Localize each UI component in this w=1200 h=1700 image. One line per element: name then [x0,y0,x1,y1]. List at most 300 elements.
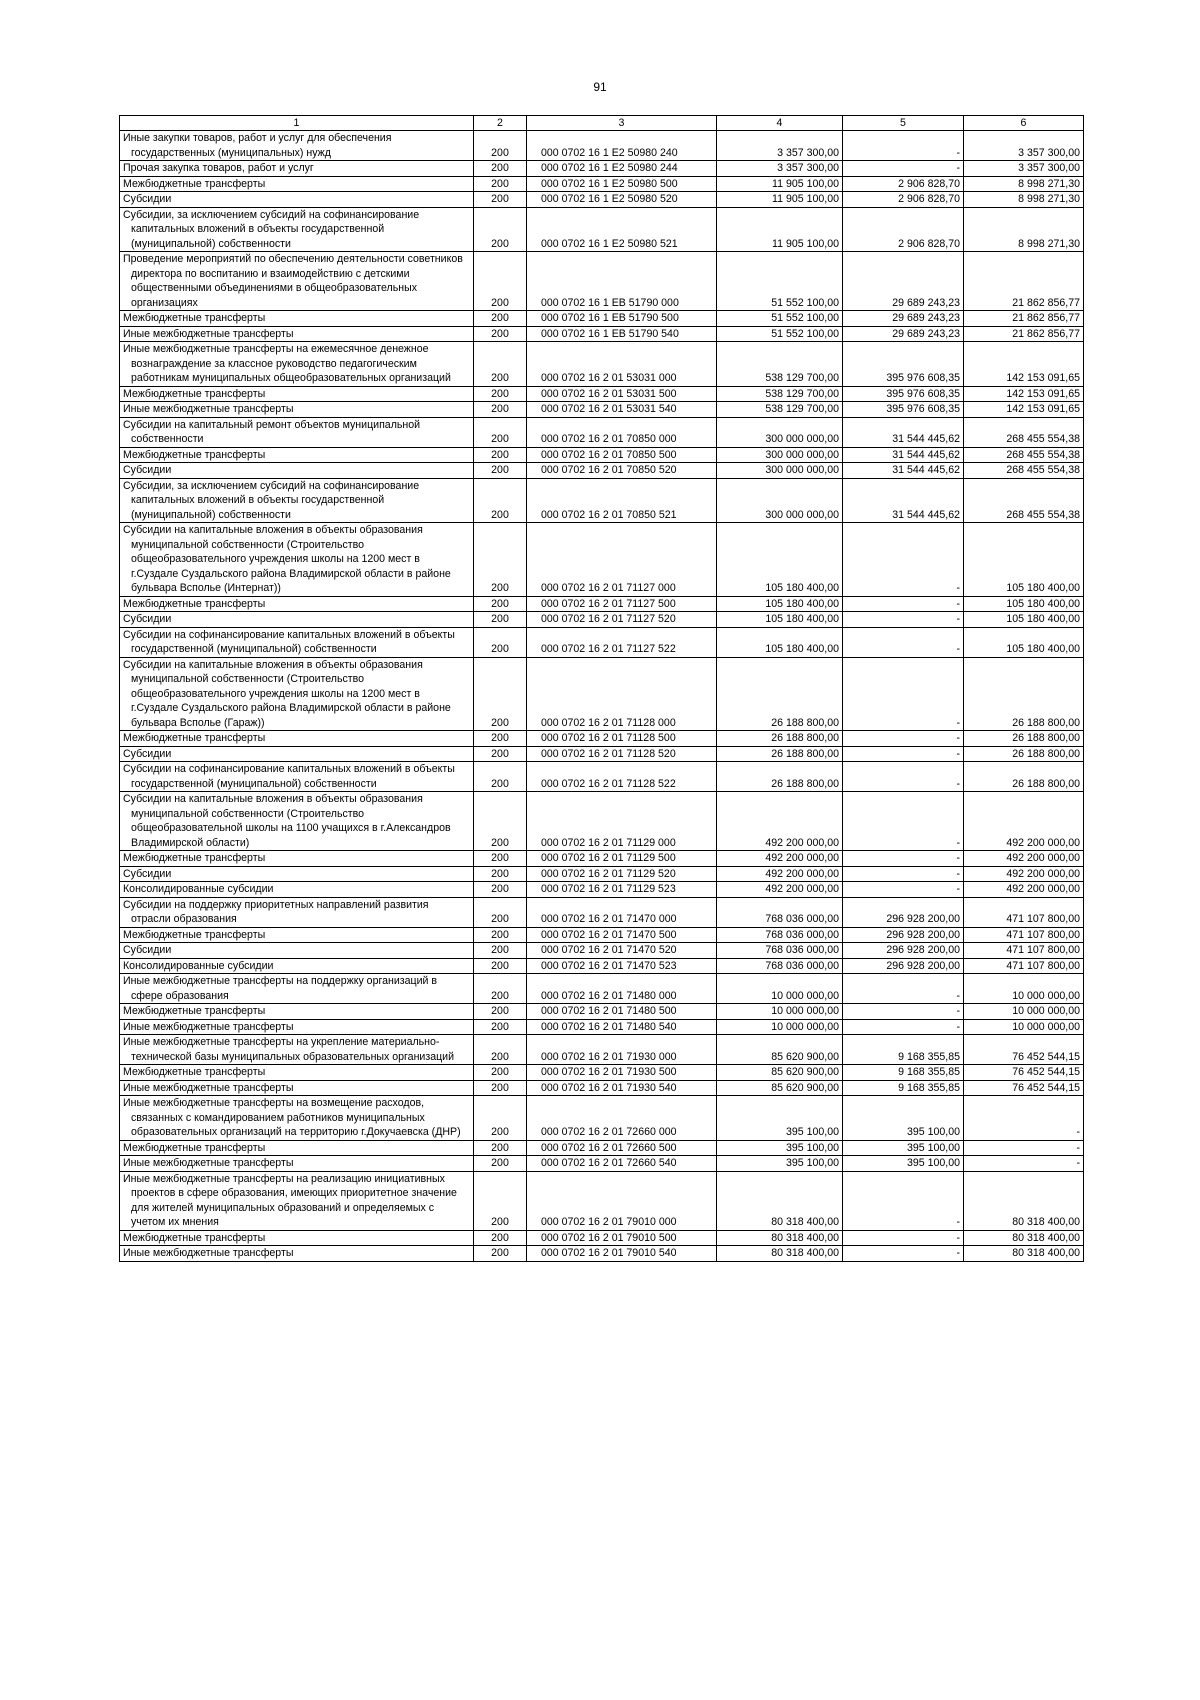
row-code-cell: 200 [474,342,527,387]
row-code-cell: 200 [474,792,527,851]
approved-amount-cell: 10 000 000,00 [717,1004,843,1020]
row-code-cell: 200 [474,131,527,161]
table-row [120,958,1084,974]
row-code-cell: 200 [474,1004,527,1020]
row-name-text: Субсидии, за исключением субсидий на софинансирование капитальных вложений в объекты государственной (муниципальной) собственности [123,208,420,250]
budget-classification-cell: 000 0702 16 2 01 71480 540 [527,1019,717,1035]
executed-amount-cell: 395 976 608,35 [843,386,964,402]
approved-amount-cell: 492 200 000,00 [717,792,843,851]
executed-amount-cell: 9 168 355,85 [843,1080,964,1096]
table-row [120,1019,1084,1035]
approved-amount-cell: 538 129 700,00 [717,402,843,418]
executed-amount-cell: - [843,523,964,597]
budget-classification-cell: 000 0702 16 1 E2 50980 500 [527,176,717,192]
approved-amount-cell: 538 129 700,00 [717,342,843,387]
approved-amount-cell: 395 100,00 [717,1156,843,1172]
row-name-cell [120,974,474,1004]
budget-classification-cell: 000 0702 16 2 01 71128 520 [527,746,717,762]
column-number-row [120,116,1084,131]
approved-amount-cell: 85 620 900,00 [717,1065,843,1081]
row-name-text: Консолидированные субсидии [123,959,274,972]
table-row [120,311,1084,327]
row-name-text: Межбюджетные трансферты [123,597,266,610]
row-name-cell [120,1140,474,1156]
budget-classification-cell: 000 0702 16 2 01 71128 000 [527,657,717,731]
unexecuted-amount-cell: 3 357 300,00 [964,161,1084,177]
approved-amount-cell: 26 188 800,00 [717,762,843,792]
row-code-cell: 200 [474,161,527,177]
budget-classification-cell: 000 0702 16 2 01 71127 522 [527,627,717,657]
approved-amount-cell: 768 036 000,00 [717,927,843,943]
approved-amount-cell: 51 552 100,00 [717,311,843,327]
budget-classification-cell: 000 0702 16 2 01 72660 540 [527,1156,717,1172]
budget-classification-cell: 000 0702 16 2 01 70850 521 [527,478,717,523]
row-name-cell [120,897,474,927]
row-name-cell [120,851,474,867]
approved-amount-cell: 538 129 700,00 [717,386,843,402]
approved-amount-cell: 492 200 000,00 [717,882,843,898]
executed-amount-cell: 31 544 445,62 [843,447,964,463]
approved-amount-cell: 3 357 300,00 [717,131,843,161]
row-name-cell [120,882,474,898]
row-name-text: Консолидированные субсидии [123,883,274,895]
unexecuted-amount-cell: 26 188 800,00 [964,657,1084,731]
executed-amount-cell: - [843,866,964,882]
unexecuted-amount-cell: 105 180 400,00 [964,627,1084,657]
page-number: 91 [593,80,607,94]
row-name-text: Иные межбюджетные трансферты [123,403,294,415]
executed-amount-cell: - [843,746,964,762]
row-code-cell: 200 [474,596,527,612]
approved-amount-cell: 11 905 100,00 [717,207,843,252]
budget-classification-cell: 000 0702 16 2 01 71930 000 [527,1035,717,1065]
row-name-cell [120,342,474,387]
row-name-text: Иные межбюджетные трансферты [123,327,294,340]
table-row [120,402,1084,418]
unexecuted-amount-cell: 471 107 800,00 [964,958,1084,974]
row-name-cell [120,627,474,657]
budget-classification-cell: 000 0702 16 2 01 71128 522 [527,762,717,792]
budget-classification-cell: 000 0702 16 1 EB 51790 000 [527,252,717,311]
table-row [120,657,1084,731]
executed-amount-cell: 296 928 200,00 [843,943,964,959]
row-name-text: Иные межбюджетные трансферты [123,1081,294,1094]
executed-amount-cell: 31 544 445,62 [843,478,964,523]
row-code-cell: 200 [474,943,527,959]
unexecuted-amount-cell: 76 452 544,15 [964,1065,1084,1081]
row-name-text: Проведение мероприятий по обеспечению деятельности советников директора по воспитанию и взаимодействию с детскими общественными объединениями в общеобразовательных организациях [123,253,463,309]
approved-amount-cell: 105 180 400,00 [717,523,843,597]
approved-amount-cell: 85 620 900,00 [717,1080,843,1096]
row-name-cell [120,792,474,851]
row-name-cell [120,386,474,402]
row-name-cell [120,1065,474,1081]
budget-classification-cell: 000 0702 16 2 01 79010 500 [527,1230,717,1246]
budget-classification-cell: 000 0702 16 2 01 70850 520 [527,463,717,479]
row-name-cell [120,447,474,463]
approved-amount-cell: 10 000 000,00 [717,1019,843,1035]
budget-classification-cell: 000 0702 16 2 01 79010 540 [527,1246,717,1262]
unexecuted-amount-cell: 80 318 400,00 [964,1246,1084,1262]
row-code-cell: 200 [474,1140,527,1156]
executed-amount-cell: - [843,1171,964,1230]
row-name-text: Иные межбюджетные трансферты [123,1247,294,1259]
approved-amount-cell: 10 000 000,00 [717,974,843,1004]
table-row [120,927,1084,943]
row-code-cell: 200 [474,1019,527,1035]
unexecuted-amount-cell: 80 318 400,00 [964,1230,1084,1246]
row-name-cell [120,927,474,943]
table-row [120,192,1084,208]
table-row [120,463,1084,479]
budget-classification-cell: 000 0702 16 2 01 71127 500 [527,596,717,612]
approved-amount-cell: 768 036 000,00 [717,897,843,927]
executed-amount-cell: 29 689 243,23 [843,326,964,342]
table-row [120,1156,1084,1172]
executed-amount-cell: 9 168 355,85 [843,1035,964,1065]
executed-amount-cell: 296 928 200,00 [843,897,964,927]
budget-classification-cell: 000 0702 16 2 01 71480 000 [527,974,717,1004]
executed-amount-cell: - [843,792,964,851]
table-row [120,176,1084,192]
row-name-text: Межбюджетные трансферты [123,852,266,864]
approved-amount-cell: 3 357 300,00 [717,161,843,177]
budget-classification-cell: 000 0702 16 2 01 71129 500 [527,851,717,867]
table-row [120,792,1084,851]
table-row [120,731,1084,747]
row-name-text: Иные межбюджетные трансферты на ежемесячное денежное вознаграждение за классное руководство педагогическим работникам муниципальных общеобразовательных организаций [123,343,451,384]
row-code-cell: 200 [474,1156,527,1172]
unexecuted-amount-cell: 10 000 000,00 [964,1004,1084,1020]
table-row [120,746,1084,762]
table-row [120,1230,1084,1246]
budget-classification-cell: 000 0702 16 2 01 71470 523 [527,958,717,974]
row-name-cell [120,1035,474,1065]
table-row [120,1096,1084,1141]
table-row [120,1246,1084,1262]
executed-amount-cell: 31 544 445,62 [843,463,964,479]
table-row [120,342,1084,387]
row-code-cell: 200 [474,746,527,762]
budget-classification-cell: 000 0702 16 2 01 71470 500 [527,927,717,943]
row-name-text: Субсидии на софинансирование капитальных вложений в объекты государственной (муниципальной) собственности [123,628,455,655]
row-name-cell [120,192,474,208]
unexecuted-amount-cell: 268 455 554,38 [964,463,1084,479]
executed-amount-cell: 395 100,00 [843,1096,964,1141]
approved-amount-cell: 80 318 400,00 [717,1246,843,1262]
row-name-text: Субсидии на софинансирование капитальных вложений в объекты государственной (муниципальной) собственности [123,763,455,790]
row-name-text: Субсидии на капитальные вложения в объекты образования муниципальной собственности (Строительство общеобразовательного учреждения школы на 1200 мест в г.Суздале Суздальского района Владимирской области в районе бульвара Всполье (Гараж)) [123,658,451,729]
row-code-cell: 200 [474,447,527,463]
row-code-cell: 200 [474,252,527,311]
table-row [120,252,1084,311]
executed-amount-cell: 296 928 200,00 [843,927,964,943]
approved-amount-cell: 395 100,00 [717,1096,843,1141]
approved-amount-cell: 26 188 800,00 [717,731,843,747]
unexecuted-amount-cell: 492 200 000,00 [964,792,1084,851]
budget-classification-cell: 000 0702 16 1 E2 50980 520 [527,192,717,208]
row-name-cell [120,417,474,447]
row-code-cell: 200 [474,762,527,792]
row-code-cell: 200 [474,974,527,1004]
unexecuted-amount-cell: 142 153 091,65 [964,342,1084,387]
table-row [120,866,1084,882]
approved-amount-cell: 11 905 100,00 [717,176,843,192]
budget-classification-cell: 000 0702 16 2 01 71129 000 [527,792,717,851]
executed-amount-cell: - [843,974,964,1004]
row-name-text: Межбюджетные трансферты [123,387,266,400]
budget-classification-cell: 000 0702 16 2 01 72660 000 [527,1096,717,1141]
row-name-text: Межбюджетные трансферты [123,928,266,941]
unexecuted-amount-cell: 80 318 400,00 [964,1171,1084,1230]
executed-amount-cell: - [843,657,964,731]
row-name-text: Субсидии [123,747,172,760]
row-name-cell [120,207,474,252]
executed-amount-cell: - [843,627,964,657]
table-row [120,207,1084,252]
table-row [120,943,1084,959]
unexecuted-amount-cell: 142 153 091,65 [964,386,1084,402]
budget-classification-cell: 000 0702 16 2 01 71470 000 [527,897,717,927]
row-name-text: Межбюджетные трансферты [123,732,266,744]
executed-amount-cell: 395 976 608,35 [843,402,964,418]
row-name-text: Межбюджетные трансферты [123,448,266,461]
unexecuted-amount-cell: 471 107 800,00 [964,927,1084,943]
budget-classification-cell: 000 0702 16 2 01 72660 500 [527,1140,717,1156]
row-code-cell: 200 [474,657,527,731]
table-row [120,1035,1084,1065]
row-code-cell: 200 [474,627,527,657]
table-row [120,161,1084,177]
unexecuted-amount-cell: 10 000 000,00 [964,1019,1084,1035]
unexecuted-amount-cell: 3 357 300,00 [964,131,1084,161]
row-name-text: Межбюджетные трансферты [123,312,266,324]
unexecuted-amount-cell: 10 000 000,00 [964,974,1084,1004]
approved-amount-cell: 80 318 400,00 [717,1230,843,1246]
row-name-cell [120,311,474,327]
table-row [120,596,1084,612]
approved-amount-cell: 105 180 400,00 [717,627,843,657]
approved-amount-cell: 300 000 000,00 [717,463,843,479]
row-name-cell [120,746,474,762]
unexecuted-amount-cell: 8 998 271,30 [964,192,1084,208]
approved-amount-cell: 105 180 400,00 [717,596,843,612]
approved-amount-cell: 492 200 000,00 [717,851,843,867]
row-name-cell [120,958,474,974]
budget-classification-cell: 000 0702 16 2 01 70850 500 [527,447,717,463]
unexecuted-amount-cell: - [964,1140,1084,1156]
executed-amount-cell: - [843,851,964,867]
unexecuted-amount-cell: 8 998 271,30 [964,176,1084,192]
row-name-cell [120,252,474,311]
executed-amount-cell: 395 976 608,35 [843,342,964,387]
budget-classification-cell: 000 0702 16 2 01 71127 520 [527,612,717,628]
approved-amount-cell: 300 000 000,00 [717,417,843,447]
budget-classification-cell: 000 0702 16 2 01 71470 520 [527,943,717,959]
row-name-text: Межбюджетные трансферты [123,1005,266,1017]
unexecuted-amount-cell: 26 188 800,00 [964,731,1084,747]
executed-amount-cell: 2 906 828,70 [843,207,964,252]
row-name-cell [120,943,474,959]
row-name-text: Субсидии [123,944,172,956]
executed-amount-cell: - [843,1230,964,1246]
table-row [120,1171,1084,1230]
row-name-cell [120,478,474,523]
approved-amount-cell: 51 552 100,00 [717,252,843,311]
table-row [120,974,1084,1004]
budget-classification-cell: 000 0702 16 2 01 53031 500 [527,386,717,402]
row-name-cell [120,1096,474,1141]
row-code-cell: 200 [474,326,527,342]
row-name-cell [120,326,474,342]
unexecuted-amount-cell: 76 452 544,15 [964,1035,1084,1065]
row-code-cell: 200 [474,417,527,447]
table-row [120,1140,1084,1156]
unexecuted-amount-cell: 21 862 856,77 [964,326,1084,342]
approved-amount-cell: 80 318 400,00 [717,1171,843,1230]
row-name-cell [120,1171,474,1230]
executed-amount-cell: - [843,882,964,898]
row-name-text: Субсидии на капитальный ремонт объектов муниципальной собственности [123,418,421,445]
executed-amount-cell: 31 544 445,62 [843,417,964,447]
approved-amount-cell: 768 036 000,00 [717,943,843,959]
row-name-cell [120,523,474,597]
executed-amount-cell: - [843,612,964,628]
unexecuted-amount-cell: 76 452 544,15 [964,1080,1084,1096]
row-name-text: Межбюджетные трансферты [123,1066,266,1078]
approved-amount-cell: 492 200 000,00 [717,866,843,882]
unexecuted-amount-cell: - [964,1156,1084,1172]
table-row [120,612,1084,628]
unexecuted-amount-cell: - [964,1096,1084,1141]
row-code-cell: 200 [474,311,527,327]
row-name-text: Прочая закупка товаров, работ и услуг [123,162,314,174]
approved-amount-cell: 395 100,00 [717,1140,843,1156]
approved-amount-cell: 26 188 800,00 [717,746,843,762]
unexecuted-amount-cell: 268 455 554,38 [964,447,1084,463]
budget-classification-cell: 000 0702 16 1 E2 50980 240 [527,131,717,161]
row-code-cell: 200 [474,1171,527,1230]
column-header: 1 [120,116,474,131]
row-code-cell: 200 [474,927,527,943]
table-row [120,882,1084,898]
row-name-cell [120,596,474,612]
row-code-cell: 200 [474,731,527,747]
row-name-text: Субсидии [123,193,172,205]
table-row [120,447,1084,463]
column-header: 2 [474,116,527,131]
row-name-text: Иные закупки товаров, работ и услуг для обеспечения государственных (муниципальных) нужд [123,132,392,159]
executed-amount-cell: - [843,1019,964,1035]
unexecuted-amount-cell: 8 998 271,30 [964,207,1084,252]
row-name-cell [120,612,474,628]
table-row [120,417,1084,447]
row-name-text: Иные межбюджетные трансферты на поддержку организаций в сфере образования [123,975,437,1002]
budget-classification-cell: 000 0702 16 2 01 71127 000 [527,523,717,597]
unexecuted-amount-cell: 142 153 091,65 [964,402,1084,418]
table-row [120,478,1084,523]
row-name-cell [120,657,474,731]
approved-amount-cell: 300 000 000,00 [717,447,843,463]
row-name-text: Межбюджетные трансферты [123,1141,266,1154]
table-row [120,1080,1084,1096]
budget-classification-cell: 000 0702 16 2 01 70850 000 [527,417,717,447]
row-name-cell [120,161,474,177]
table-row [120,851,1084,867]
table-row [120,762,1084,792]
unexecuted-amount-cell: 105 180 400,00 [964,523,1084,597]
unexecuted-amount-cell: 492 200 000,00 [964,882,1084,898]
row-name-cell [120,762,474,792]
column-header: 6 [964,116,1084,131]
row-name-text: Субсидии на капитальные вложения в объекты образования муниципальной собственности (Строительство общеобразовательного учреждения школы на 1200 мест в г.Суздале Суздальского района Владимирской области в районе бульвара Всполье (Интернат)) [123,524,451,594]
executed-amount-cell: 395 100,00 [843,1140,964,1156]
unexecuted-amount-cell: 471 107 800,00 [964,943,1084,959]
table-row [120,131,1084,161]
budget-classification-cell: 000 0702 16 1 EB 51790 540 [527,326,717,342]
row-name-text: Субсидии [123,464,172,476]
approved-amount-cell: 300 000 000,00 [717,478,843,523]
table-row [120,326,1084,342]
row-name-cell [120,1080,474,1096]
row-code-cell: 200 [474,1080,527,1096]
executed-amount-cell: 2 906 828,70 [843,176,964,192]
row-code-cell: 200 [474,523,527,597]
row-name-text: Иные межбюджетные трансферты на укрепление материально-технической базы муниципальных образовательных организаций [123,1036,454,1063]
row-code-cell: 200 [474,882,527,898]
executed-amount-cell: 2 906 828,70 [843,192,964,208]
row-code-cell: 200 [474,866,527,882]
column-header: 5 [843,116,964,131]
budget-classification-cell: 000 0702 16 2 01 71930 500 [527,1065,717,1081]
row-name-cell [120,402,474,418]
table-row [120,627,1084,657]
executed-amount-cell: - [843,131,964,161]
row-code-cell: 200 [474,402,527,418]
unexecuted-amount-cell: 492 200 000,00 [964,851,1084,867]
budget-classification-cell: 000 0702 16 1 E2 50980 521 [527,207,717,252]
row-code-cell: 200 [474,1065,527,1081]
budget-classification-cell: 000 0702 16 2 01 71480 500 [527,1004,717,1020]
row-name-cell [120,176,474,192]
unexecuted-amount-cell: 492 200 000,00 [964,866,1084,882]
table-row [120,1065,1084,1081]
row-code-cell: 200 [474,463,527,479]
row-name-cell [120,1004,474,1020]
row-code-cell: 200 [474,207,527,252]
budget-classification-cell: 000 0702 16 2 01 71930 540 [527,1080,717,1096]
budget-classification-cell: 000 0702 16 2 01 71128 500 [527,731,717,747]
unexecuted-amount-cell: 471 107 800,00 [964,897,1084,927]
row-code-cell: 200 [474,1230,527,1246]
row-name-cell [120,1230,474,1246]
budget-execution-table [119,115,1084,1262]
row-code-cell: 200 [474,478,527,523]
unexecuted-amount-cell: 21 862 856,77 [964,252,1084,311]
unexecuted-amount-cell: 268 455 554,38 [964,478,1084,523]
unexecuted-amount-cell: 26 188 800,00 [964,762,1084,792]
approved-amount-cell: 26 188 800,00 [717,657,843,731]
column-header: 3 [527,116,717,131]
row-code-cell: 200 [474,1246,527,1262]
row-name-text: Межбюджетные трансферты [123,177,266,190]
budget-classification-cell: 000 0702 16 2 01 53031 000 [527,342,717,387]
row-code-cell: 200 [474,1096,527,1141]
budget-classification-cell: 000 0702 16 1 E2 50980 244 [527,161,717,177]
row-name-text: Межбюджетные трансферты [123,1231,266,1244]
budget-classification-cell: 000 0702 16 2 01 79010 000 [527,1171,717,1230]
budget-classification-cell: 000 0702 16 2 01 71129 523 [527,882,717,898]
